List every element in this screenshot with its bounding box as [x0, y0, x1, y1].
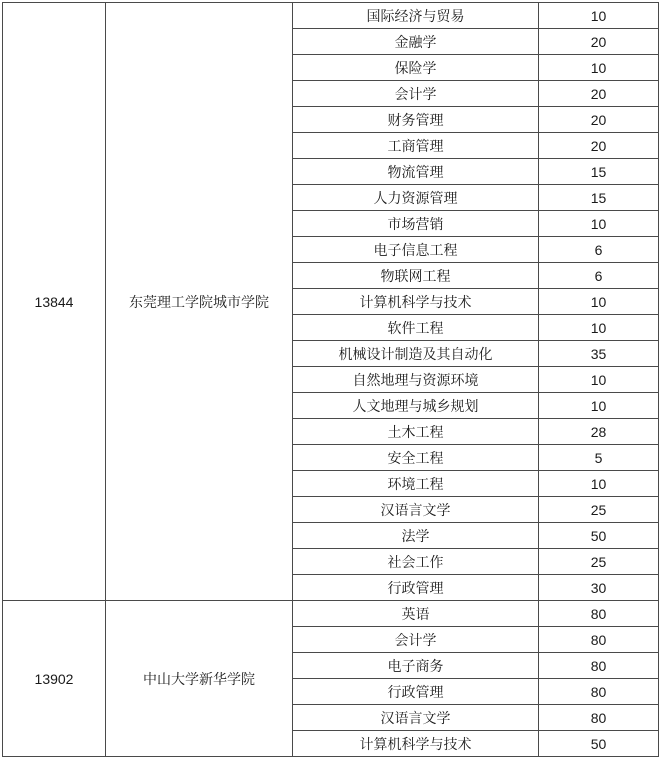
major-name-cell: 会计学 [293, 81, 539, 107]
major-name-cell: 自然地理与资源环境 [293, 367, 539, 393]
major-name-cell: 物联网工程 [293, 263, 539, 289]
major-name-cell: 人文地理与城乡规划 [293, 393, 539, 419]
major-name-cell: 财务管理 [293, 107, 539, 133]
quota-cell: 50 [539, 731, 659, 757]
major-name-cell: 计算机科学与技术 [293, 731, 539, 757]
school-code-cell: 13844 [3, 3, 106, 601]
quota-cell: 10 [539, 55, 659, 81]
quota-cell: 80 [539, 679, 659, 705]
quota-cell: 30 [539, 575, 659, 601]
quota-cell: 80 [539, 627, 659, 653]
quota-cell: 6 [539, 263, 659, 289]
quota-cell: 10 [539, 471, 659, 497]
enrollment-table [2, 2, 659, 757]
table-row [3, 3, 659, 29]
quota-cell: 20 [539, 81, 659, 107]
school-name-cell: 中山大学新华学院 [106, 601, 293, 757]
quota-cell: 10 [539, 3, 659, 29]
quota-cell: 10 [539, 367, 659, 393]
major-name-cell: 电子商务 [293, 653, 539, 679]
major-name-cell: 环境工程 [293, 471, 539, 497]
major-name-cell: 汉语言文学 [293, 497, 539, 523]
quota-cell: 6 [539, 237, 659, 263]
major-name-cell: 机械设计制造及其自动化 [293, 341, 539, 367]
quota-cell: 15 [539, 159, 659, 185]
quota-cell: 25 [539, 549, 659, 575]
school-code-cell: 13902 [3, 601, 106, 757]
quota-cell: 80 [539, 705, 659, 731]
major-name-cell: 电子信息工程 [293, 237, 539, 263]
quota-cell: 20 [539, 29, 659, 55]
major-name-cell: 人力资源管理 [293, 185, 539, 211]
major-name-cell: 工商管理 [293, 133, 539, 159]
major-name-cell: 社会工作 [293, 549, 539, 575]
major-name-cell: 金融学 [293, 29, 539, 55]
major-name-cell: 汉语言文学 [293, 705, 539, 731]
table-row [3, 601, 659, 627]
major-name-cell: 安全工程 [293, 445, 539, 471]
quota-cell: 10 [539, 315, 659, 341]
quota-cell: 10 [539, 289, 659, 315]
major-name-cell: 软件工程 [293, 315, 539, 341]
major-name-cell: 英语 [293, 601, 539, 627]
quota-cell: 80 [539, 601, 659, 627]
major-name-cell: 物流管理 [293, 159, 539, 185]
major-name-cell: 国际经济与贸易 [293, 3, 539, 29]
major-name-cell: 行政管理 [293, 575, 539, 601]
quota-cell: 20 [539, 107, 659, 133]
major-name-cell: 行政管理 [293, 679, 539, 705]
quota-cell: 10 [539, 393, 659, 419]
quota-cell: 80 [539, 653, 659, 679]
quota-cell: 20 [539, 133, 659, 159]
quota-cell: 5 [539, 445, 659, 471]
quota-cell: 35 [539, 341, 659, 367]
quota-cell: 50 [539, 523, 659, 549]
major-name-cell: 土木工程 [293, 419, 539, 445]
major-name-cell: 计算机科学与技术 [293, 289, 539, 315]
major-name-cell: 保险学 [293, 55, 539, 81]
quota-cell: 28 [539, 419, 659, 445]
quota-cell: 25 [539, 497, 659, 523]
major-name-cell: 会计学 [293, 627, 539, 653]
enrollment-table-body [3, 3, 659, 757]
school-name-cell: 东莞理工学院城市学院 [106, 3, 293, 601]
quota-cell: 15 [539, 185, 659, 211]
major-name-cell: 法学 [293, 523, 539, 549]
quota-cell: 10 [539, 211, 659, 237]
major-name-cell: 市场营销 [293, 211, 539, 237]
